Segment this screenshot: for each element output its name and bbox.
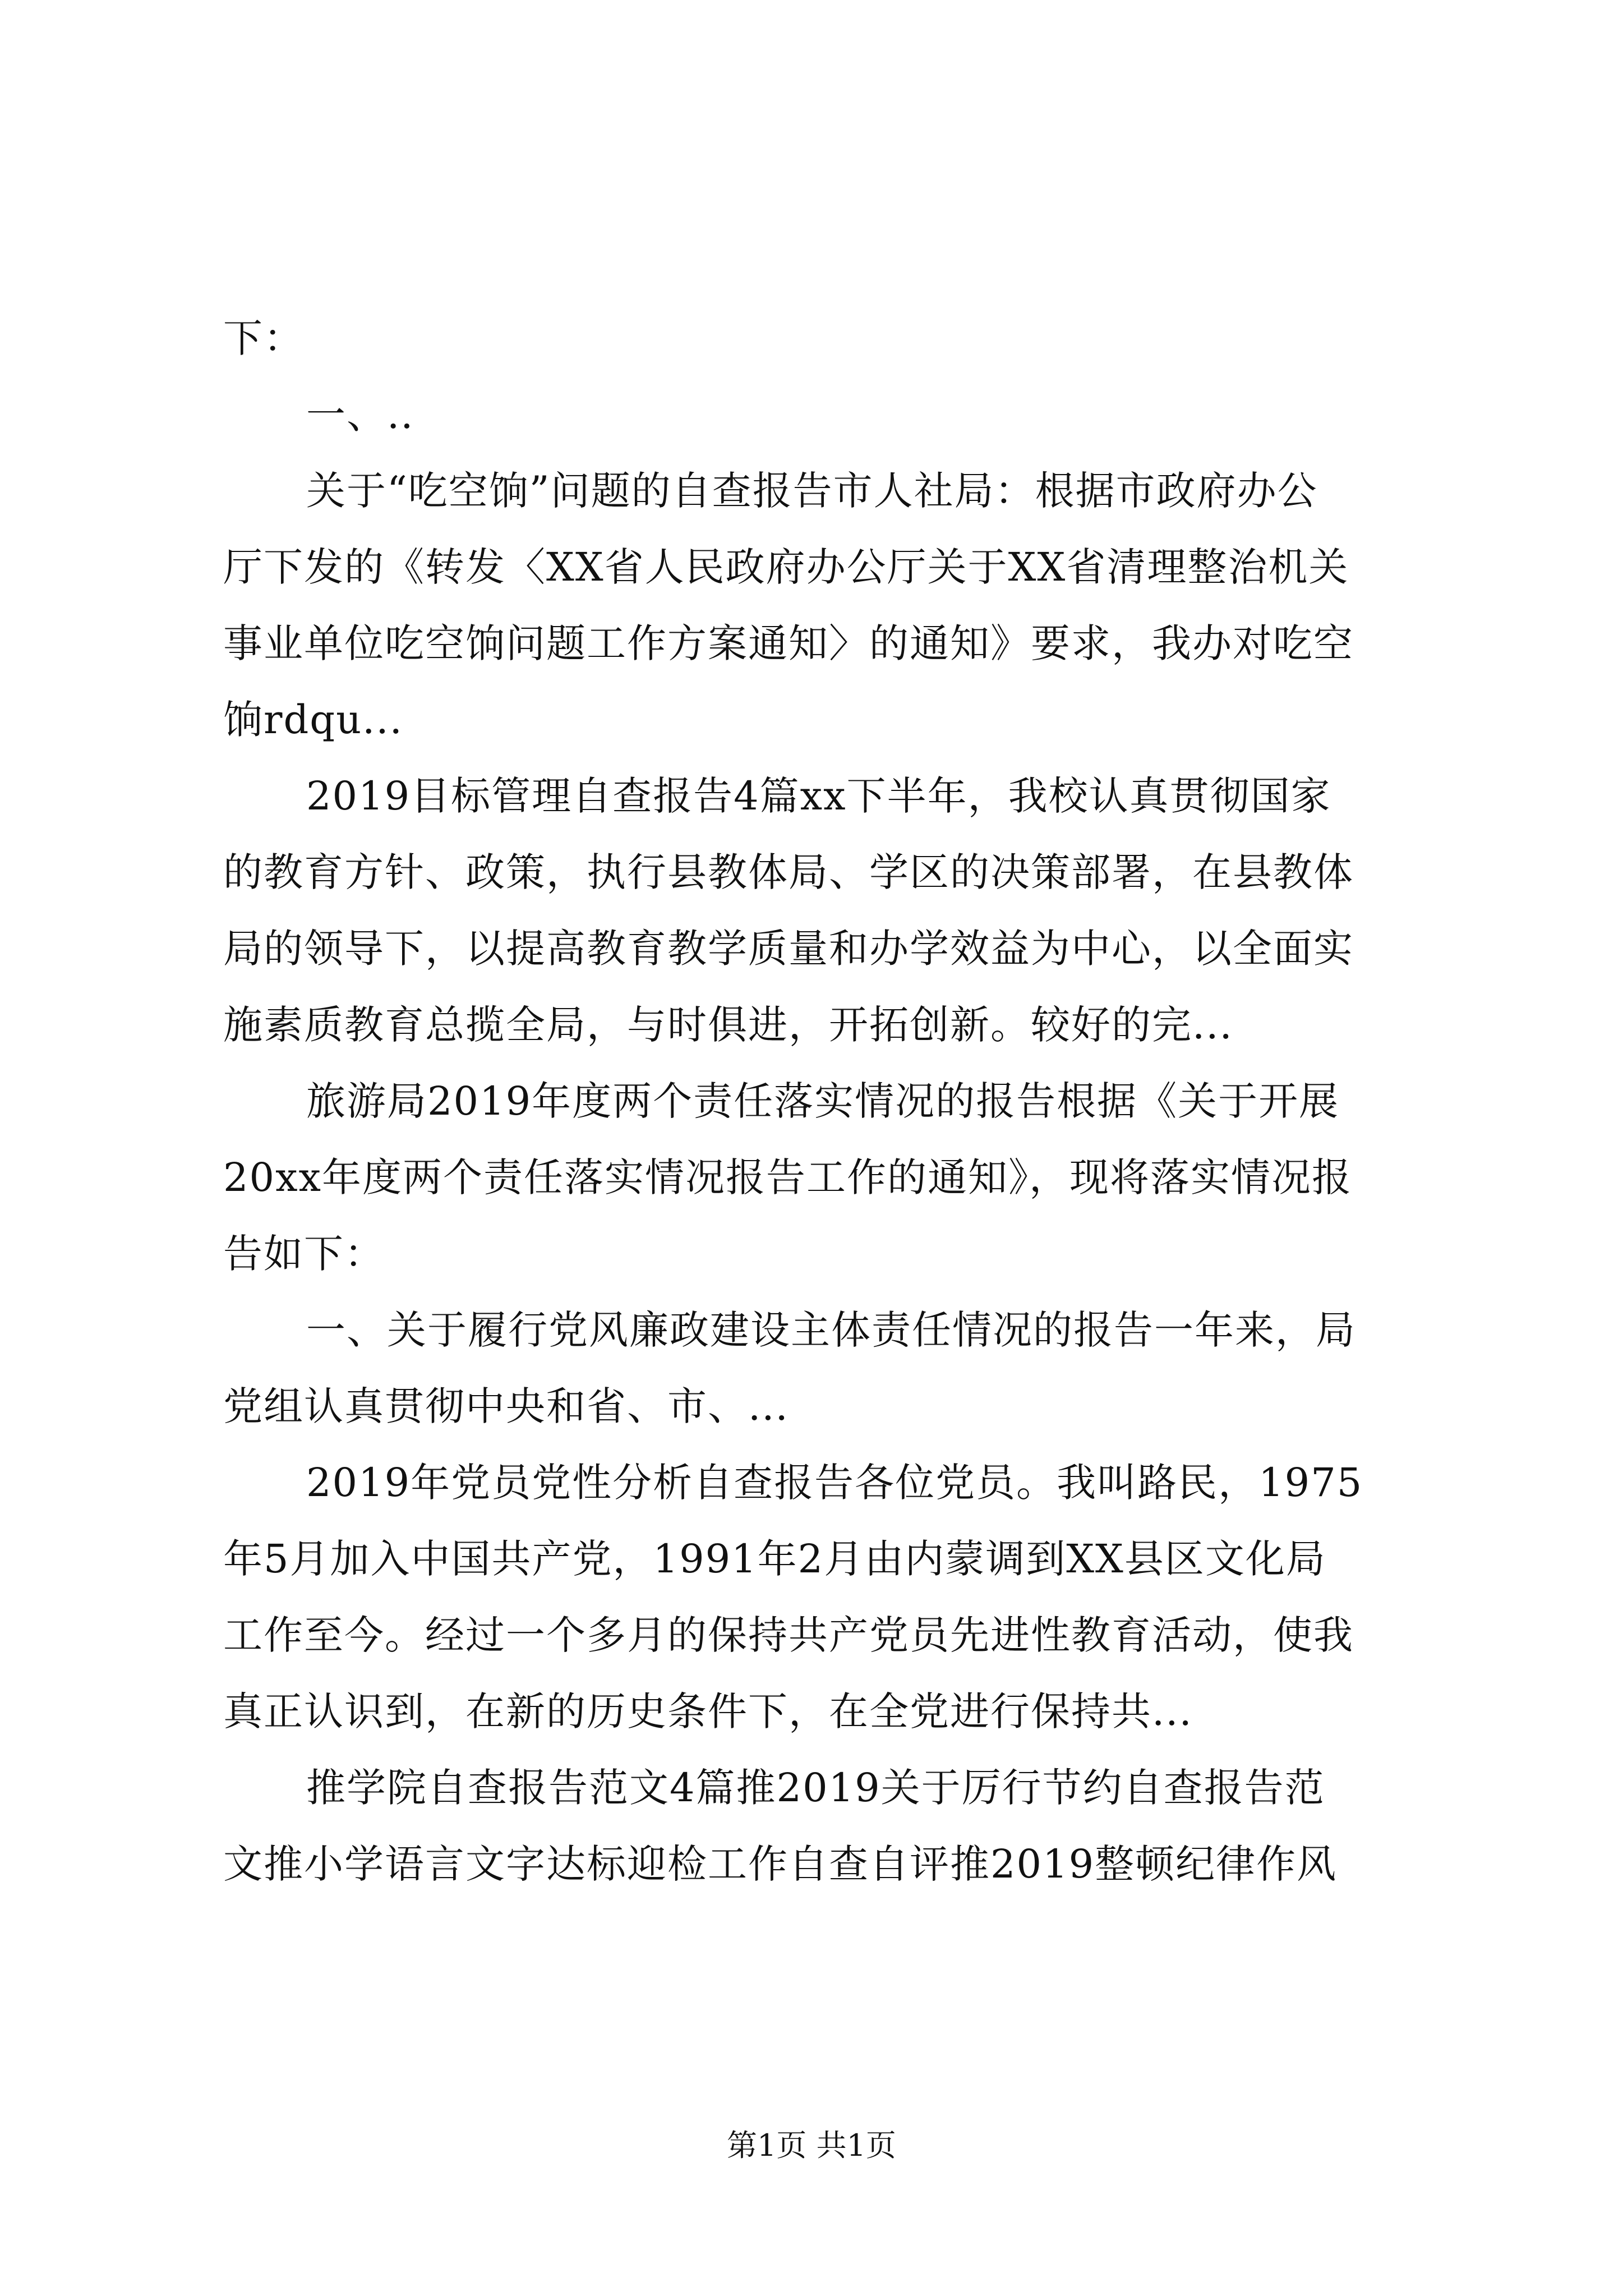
paragraph — [223, 1292, 1435, 1444]
text-line: 的教育方针、政策，执行县教体局、学区的决策部署，在县教体 — [223, 849, 1354, 895]
paragraph — [223, 376, 1435, 453]
text-line: 工作至今。经过一个多月的保持共产党员先进性教育活动，使我 — [223, 1612, 1354, 1658]
text-line: 关于“吃空饷”问题的自查报告市人社局：根据市政府办公 — [306, 468, 1318, 514]
text-line: 20xx年度两个责任落实情况报告工作的通知》，现将落实情况报 — [223, 1154, 1353, 1200]
text-line: 局的领导下，以提高教育教学质量和办学效益为中心，以全面实 — [223, 926, 1354, 972]
paragraph — [223, 758, 1435, 1063]
text-line: 施素质教育总揽全局，与时俱进，开拓创新。较好的完... — [223, 1002, 1233, 1048]
text-line: 一、.. — [306, 392, 414, 438]
paragraph — [223, 1063, 1435, 1292]
text-line: 2019目标管理自查报告4篇xx下半年，我校认真贯彻国家 — [306, 773, 1331, 819]
text-line: 文推小学语言文字达标迎检工作自查自评推2019整顿纪律作风 — [223, 1841, 1338, 1887]
text-line: 告如下： — [223, 1231, 385, 1277]
paragraph — [223, 453, 1435, 758]
text-line: 旅游局2019年度两个责任落实情况的报告根据《关于开展 — [306, 1078, 1340, 1124]
text-line: 厅下发的《转发〈XX省人民政府办公厅关于XX省清理整治机关 — [223, 544, 1349, 590]
paragraph — [223, 300, 1435, 376]
text-line: 事业单位吃空饷问题工作方案通知〉的通知》要求，我办对吃空 — [223, 620, 1354, 666]
text-line: 真正认识到，在新的历史条件下，在全党进行保持共... — [223, 1688, 1193, 1734]
paragraph — [223, 1444, 1435, 1750]
document-body — [223, 300, 1435, 1902]
text-line: 年5月加入中国共产党，1991年2月由内蒙调到XX县区文化局 — [223, 1536, 1326, 1582]
text-line: 饷rdqu... — [223, 697, 403, 743]
text-line: 2019年党员党性分析自查报告各位党员。我叫路民，1975 — [306, 1460, 1363, 1506]
text-line: 党组认真贯彻中央和省、市、... — [223, 1383, 789, 1429]
text-line: 推学院自查报告范文4篇推2019关于厉行节约自查报告范 — [306, 1765, 1325, 1811]
text-line: 下： — [223, 315, 304, 361]
paragraph — [223, 1750, 1435, 1902]
text-line: 一、关于履行党风廉政建设主体责任情况的报告一年来，局 — [306, 1307, 1356, 1353]
page-footer: 第1页 共1页 — [727, 2128, 896, 2163]
